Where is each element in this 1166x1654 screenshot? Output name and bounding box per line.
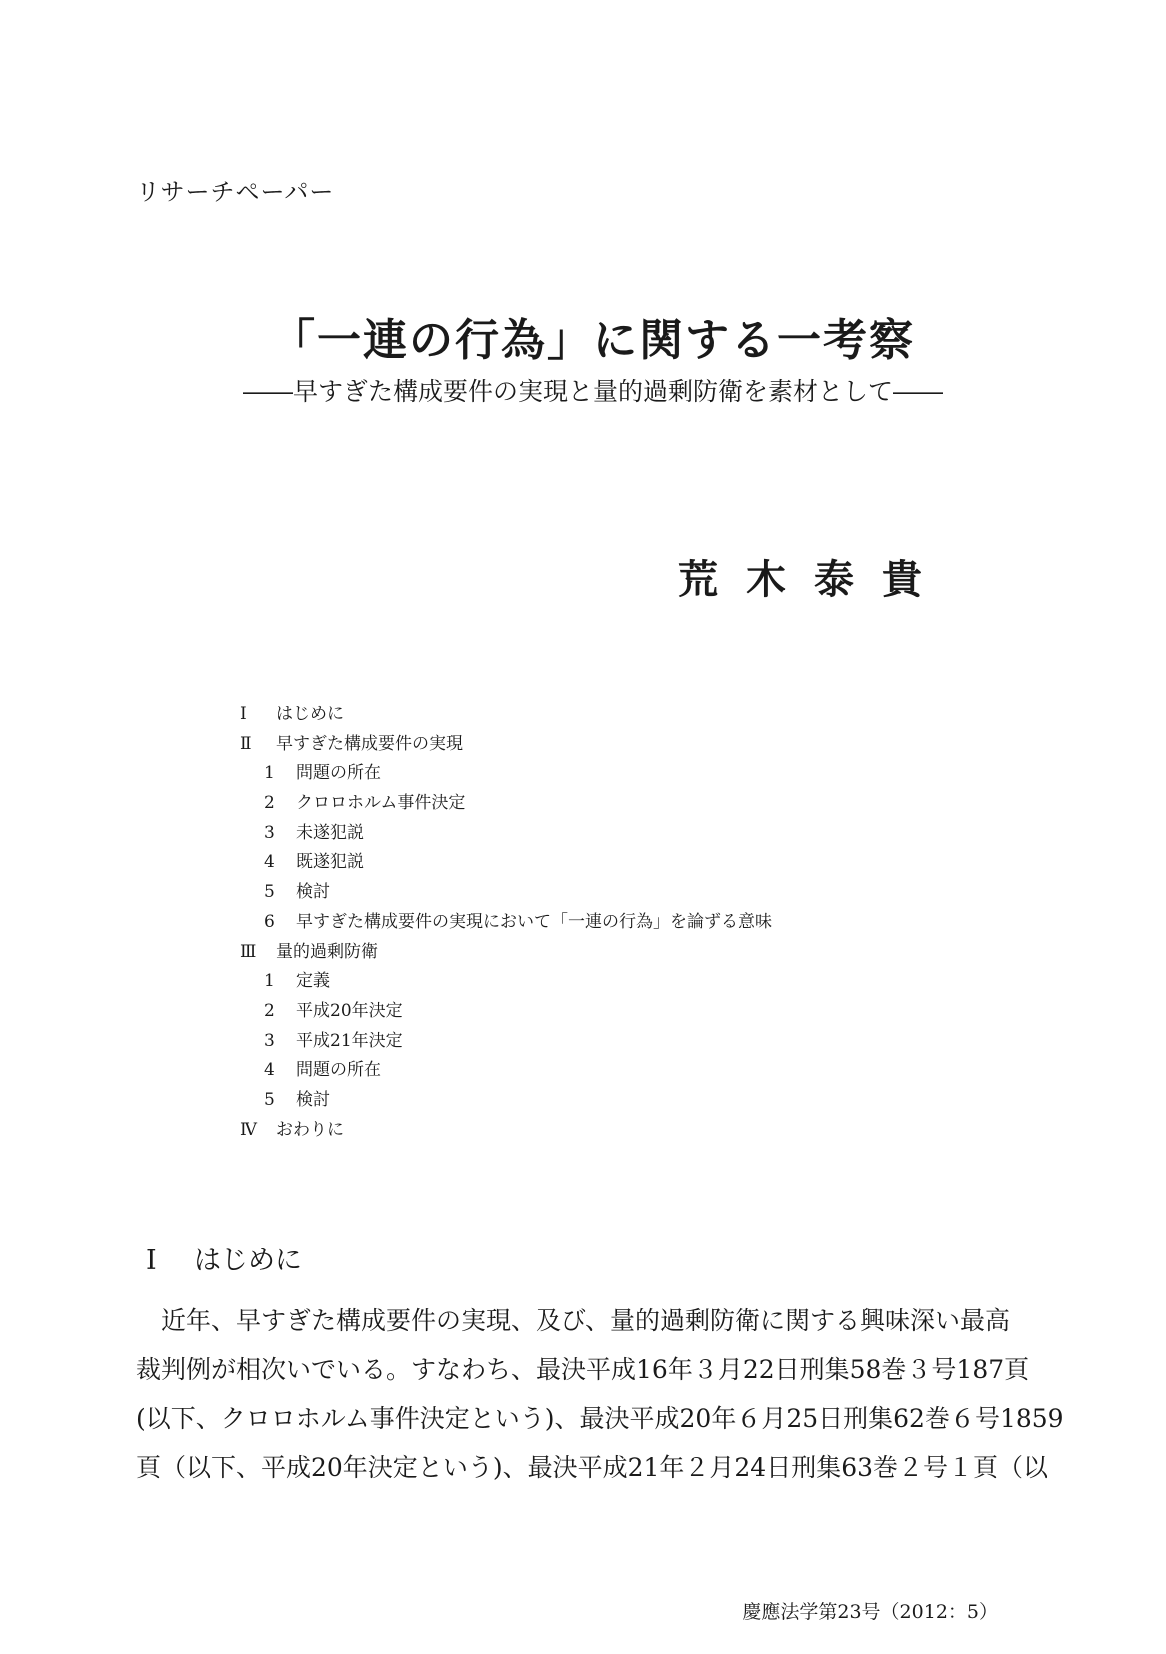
toc-item (240, 848, 940, 878)
body-line: 頁（以下、平成20年決定という)、最決平成21年２月24日刑集63巻２号１頁（以 (136, 1453, 1049, 1482)
toc-item (240, 938, 940, 968)
toc-item (240, 759, 940, 789)
toc-item (240, 789, 940, 819)
toc-number: 2 (264, 1000, 275, 1021)
toc-item (240, 878, 940, 908)
toc-label: 平成20年決定 (296, 1000, 403, 1021)
toc-label: 検討 (296, 882, 330, 903)
toc-item (240, 700, 940, 730)
toc-number: 2 (264, 793, 275, 814)
table-of-contents (240, 700, 940, 1145)
paper-category: リサーチペーパー (136, 178, 335, 206)
toc-label: 問題の所在 (296, 763, 381, 784)
toc-item (240, 1086, 940, 1116)
toc-item (240, 908, 940, 938)
toc-item (240, 819, 940, 849)
section-title: はじめに (194, 1245, 302, 1276)
toc-label: 未遂犯説 (296, 822, 364, 843)
toc-number: 5 (264, 1089, 275, 1110)
toc-number: Ⅱ (240, 733, 252, 754)
toc-number: 4 (264, 1060, 275, 1081)
toc-label: 量的過剰防衛 (276, 941, 378, 962)
toc-number: 1 (264, 763, 275, 784)
paper-title: 「一連の行為」に関する一考察 (271, 315, 915, 366)
toc-number: 5 (264, 882, 275, 903)
toc-item (240, 730, 940, 760)
toc-number: Ⅳ (240, 1119, 257, 1140)
toc-label: 既遂犯説 (296, 852, 364, 873)
toc-item (240, 1056, 940, 1086)
toc-item (240, 1027, 940, 1057)
toc-number: Ⅰ (240, 704, 247, 724)
journal-footer: 慶應法学第23号（2012：5） (742, 1601, 998, 1623)
toc-number: 6 (264, 911, 275, 932)
toc-label: 早すぎた構成要件の実現において「一連の行為」を論ずる意味 (296, 911, 772, 932)
toc-label: クロロホルム事件決定 (296, 793, 466, 814)
toc-number: 3 (264, 822, 275, 843)
toc-item (240, 1116, 940, 1146)
toc-number: 3 (264, 1030, 275, 1051)
section-heading (146, 1238, 302, 1277)
toc-label: おわりに (276, 1119, 344, 1140)
body-line: 近年、早すぎた構成要件の実現、及び、量的過剰防衛に関する興味深い最高 (136, 1306, 1011, 1335)
toc-number: 4 (264, 852, 275, 873)
body-line: 裁判例が相次いでいる。すなわち、最決平成16年３月22日刑集58巻３号187頁 (136, 1355, 1030, 1384)
toc-label: 早すぎた構成要件の実現 (276, 733, 463, 754)
toc-label: 平成21年決定 (296, 1030, 403, 1051)
toc-label: 問題の所在 (296, 1060, 381, 1081)
toc-item (240, 967, 940, 997)
toc-number: 1 (264, 971, 275, 992)
toc-number: Ⅲ (240, 941, 257, 962)
author-name: 荒木泰貴 (678, 556, 950, 603)
toc-label: はじめに (276, 704, 344, 724)
body-line: (以下、クロロホルム事件決定という)、最決平成20年６月25日刑集62巻６号1859 (136, 1404, 1064, 1433)
section-number: Ⅰ (146, 1245, 157, 1276)
toc-label: 定義 (296, 971, 330, 992)
body-paragraph (136, 1296, 1064, 1492)
toc-item (240, 997, 940, 1027)
paper-subtitle: ――早すぎた構成要件の実現と量的過剰防衛を素材として―― (242, 377, 943, 406)
toc-label: 検討 (296, 1089, 330, 1110)
